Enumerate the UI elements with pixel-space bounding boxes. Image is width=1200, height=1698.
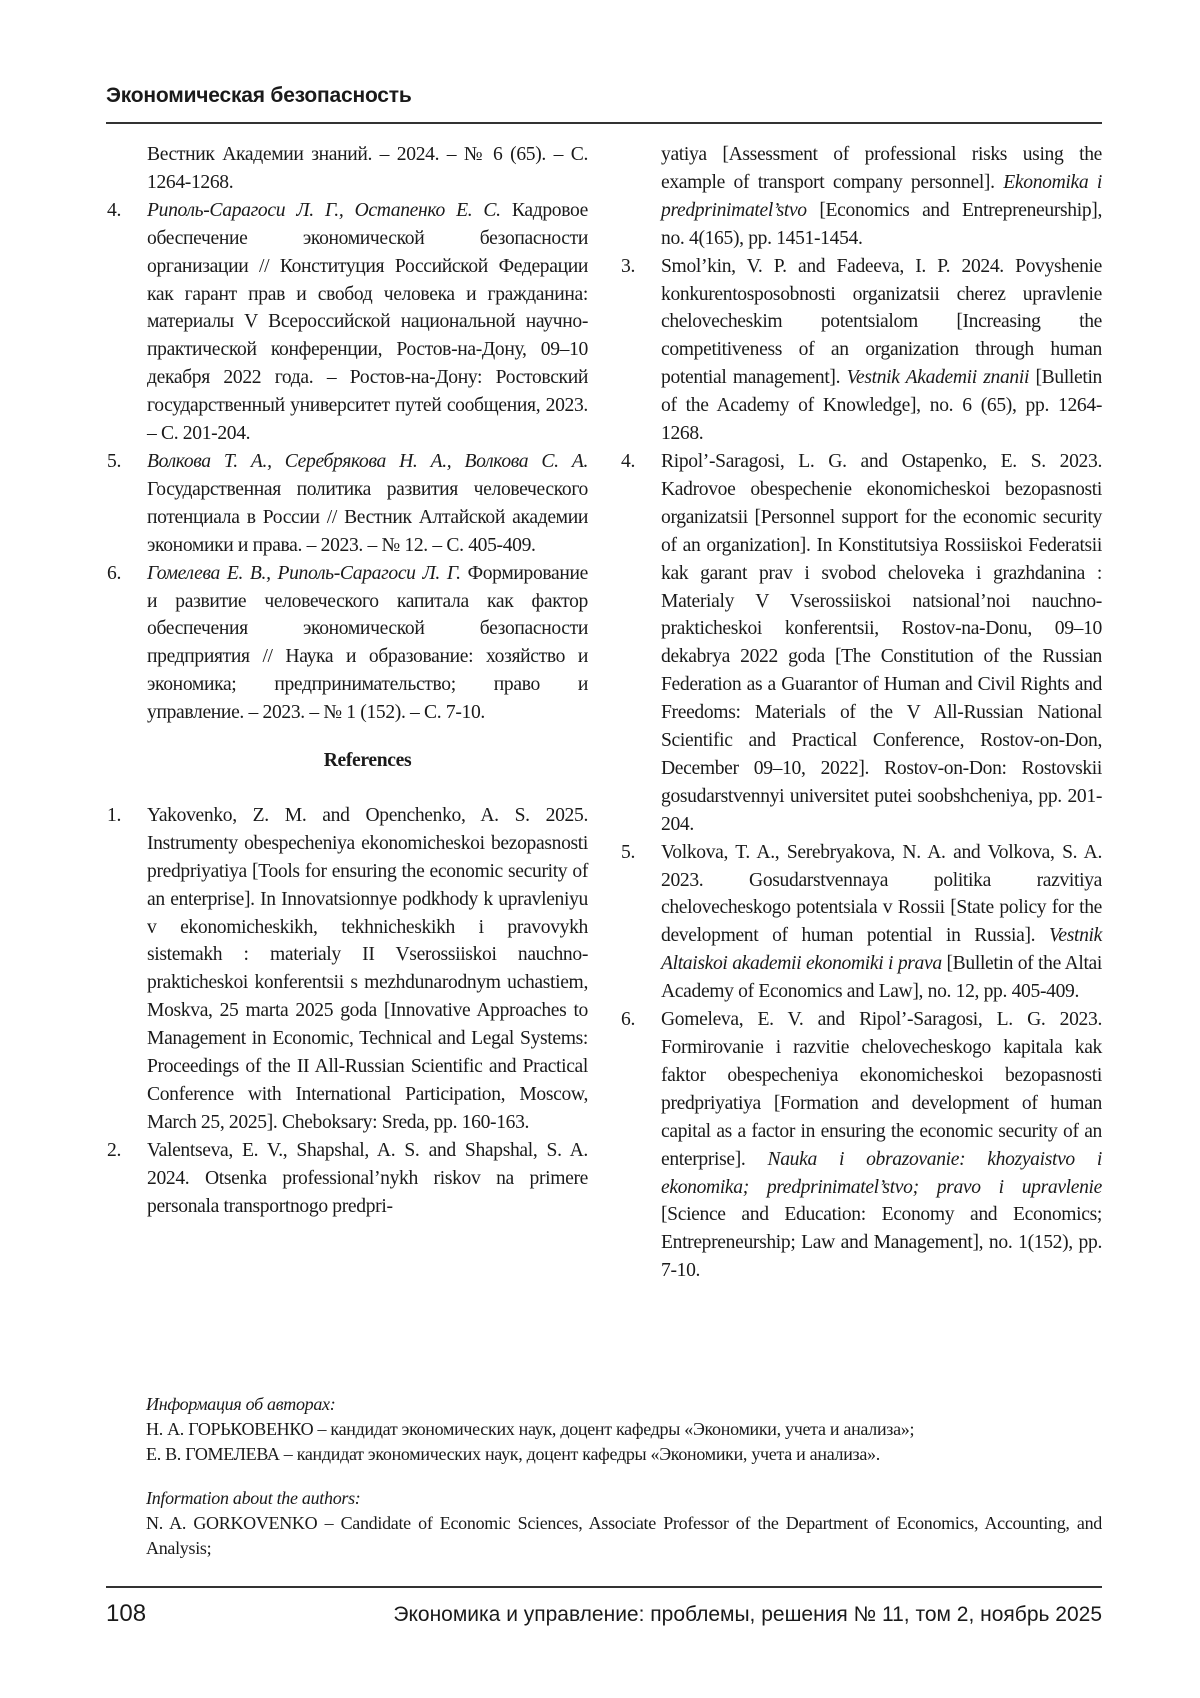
reference-italic-text: Vestnik Altaiskoi akademii ekonomiki i prava xyxy=(661,925,1102,975)
author-info-ru-line: Н. А. ГОРЬКОВЕНКО – кандидат экономических наук, доцент кафедры «Экономики, учета и анализа»; xyxy=(146,1419,915,1439)
page-footer xyxy=(106,1600,1102,1628)
reference-item xyxy=(621,448,1102,839)
reference-text: Volkova, T. A., Serebryakova, N. A. and Volkova, S. A. 2023. Gosudarstvennaya politika razvitiya chelovecheskogo potentsiala v Rossii [State policy for the development of human potential in Russia]. xyxy=(661,841,1102,947)
reference-text: [Bulletin of the Academy of Knowledge], no. 6 (65), pp. 1264-1268. xyxy=(661,367,1102,445)
reference-italic-text: Гомелева Е. В., Риполь-Сарагоси Л. Г. xyxy=(147,562,461,584)
author-info-en-line: N. A. GORKOVENKO – Candidate of Economic Sciences, Associate Professor of the Department of Economics, Accounting, and Analysis; xyxy=(146,1513,1102,1558)
reference-text: Кадровое обеспечение экономической безопасности организации // Конституция Российской Федерации как гарант прав и свобод человека и гражданина: материалы V Всероссийской национальной научно-практической конференции, Ростов-на-Дону, 09–10 декабря 2022 года. – Ростов-на-Дону: Ростовский государственный университет путей сообщения, 2023. – С. 201-204. xyxy=(147,199,589,445)
reference-text: Ripol’-Saragosi, L. G. and Ostapenko, E. S. 2023. Kadrovoe obespechenie ekonomicheskoi bezopasnosti organizatsii [Personnel support for the economic security of an organization]. In Konstitutsiya Rossiiskoi Federatsii kak garant prav i svobod cheloveka i grazhdanina : Materialy V Vserossiiskoi natsional’noi nauchno-prakticheskoi konferentsii, Rostov-na-Donu, 09–10 dekabrya 2022 goda [The Constitution of the Russian Federation as a Guarantor of Human and Civil Rights and Freedoms: Materials of the V All-Russian National Scientific and Practical Conference, Rostov-on-Don, December 09–10, 2022]. Rostov-on-Don: Rostovskii gosudarstvennyi universitet putei soobshcheniya, pp. 201-204. xyxy=(661,450,1102,835)
reference-item xyxy=(621,839,1102,1006)
reference-number: 6. xyxy=(107,562,121,584)
reference-text: yatiya [Assessment of professional risks using the example of transport company personnel]. xyxy=(661,144,1102,193)
reference-item xyxy=(107,1137,588,1221)
reference-number: 2. xyxy=(107,1139,121,1161)
reference-number: 6. xyxy=(621,1009,635,1031)
reference-item xyxy=(107,802,588,1137)
author-info xyxy=(146,1392,1106,1561)
left-column xyxy=(107,141,588,1221)
reference-text: Valentseva, E. V., Shapshal, A. S. and Shapshal, S. A. 2024. Otsenka professional’nykh riskov na primere personala transportnogo predpri- xyxy=(147,1139,588,1217)
reference-number: 4. xyxy=(107,199,121,221)
reference-list-en-continued xyxy=(621,141,1102,1285)
reference-text: Вестник Академии знаний. – 2024. – № 6 (65). – С. 1264-1268. xyxy=(147,144,588,193)
reference-text: Smol’kin, V. P. and Fadeeva, I. P. 2024. Povyshenie konkurentosposobnosti organizatsii cherez upravlenie chelovecheskim potentsialom [Increasing the competitiveness of an organization through human potential management]. xyxy=(661,255,1102,389)
reference-italic-text: Ekonomika i predprinimatel’stvo xyxy=(661,171,1102,221)
reference-italic-text: Vestnik Akademii znanii xyxy=(846,367,1030,389)
reference-text: [Bulletin of the Altai Academy of Economics and Law], no. 12, pp. 405-409. xyxy=(661,953,1102,1003)
reference-italic-text: Волкова Т. А., Серебрякова Н. А., Волкова С. А. xyxy=(147,450,588,472)
footer-divider xyxy=(106,1586,1102,1588)
reference-italic-text: Nauka i obrazovanie: khozyaistvo i ekonomika; predprinimatel’stvo; pravo i upravlenie xyxy=(661,1148,1102,1198)
reference-number: 5. xyxy=(621,841,635,863)
reference-item xyxy=(621,1006,1102,1285)
reference-number: 4. xyxy=(621,450,635,472)
header-divider xyxy=(106,122,1102,124)
author-info-ru-line: Е. В. ГОМЕЛЕВА – кандидат экономических наук, доцент кафедры «Экономики, учета и анализа». xyxy=(146,1444,880,1464)
reference-list-en xyxy=(107,802,588,1221)
reference-item xyxy=(107,141,588,197)
reference-item xyxy=(107,197,588,448)
reference-number: 5. xyxy=(107,450,121,472)
reference-text: Формирование и развитие человеческого капитала как фактор обеспечения экономической безопасности предприятия // Наука и образование: хозяйство и экономика; предпринимательство; право и управление. – 2023. – № 1 (152). – С. 7-10. xyxy=(147,562,589,724)
reference-text: Государственная политика развития человеческого потенциала в России // Вестник Алтайской академии экономики и права. – 2023. – № 12. – С. 405-409. xyxy=(147,478,588,556)
author-info-en-title: Information about the authors: xyxy=(146,1488,361,1508)
section-title: Экономическая безопасность xyxy=(106,84,412,107)
references-heading: References xyxy=(323,750,412,772)
reference-text: Yakovenko, Z. M. and Openchenko, A. S. 2025. Instrumenty obespecheniya ekonomicheskoi bezopasnosti predpriyatiya [Tools for ensuring the economic security of an enterprise]. In Innovatsionnye podkhody k upravleniyu v ekonomicheskikh, tekhnicheskikh i pravovykh sistemakh : materialy II Vserossiiskoi nauchno-prakticheskoi konferentsii s mezhdunarodnym uchastiem, Moskva, 25 marta 2025 goda [Innovative Approaches to Management in Economic, Technical and Legal Systems: Proceedings of the II All-Russian Scientific and Practical Conference with International Participation, Moscow, March 25, 2025]. Cheboksary: Sreda, pp. 160-163. xyxy=(147,804,588,1133)
author-info-ru-title: Информация об авторах: xyxy=(146,1394,336,1414)
reference-item xyxy=(107,560,588,727)
reference-list-ru xyxy=(107,141,588,727)
right-column xyxy=(621,141,1102,1285)
page-number: 108 xyxy=(106,1600,147,1627)
reference-number: 3. xyxy=(621,255,635,277)
reference-item xyxy=(107,448,588,560)
reference-item xyxy=(621,253,1102,448)
reference-text: Gomeleva, E. V. and Ripol’-Saragosi, L. G. 2023. Formirovanie i razvitie chelovecheskogo kapitala kak faktor obespecheniya ekonomicheskoi bezopasnosti predpriyatiya [Formation and development of human capital as a factor in ensuring the economic security of an enterprise]. xyxy=(661,1009,1102,1170)
reference-text: [Economics and Entrepreneurship], no. 4(165), pp. 1451-1454. xyxy=(661,199,1102,249)
reference-number: 1. xyxy=(107,804,121,826)
journal-title: Экономика и управление: проблемы, решения № 11, том 2, ноябрь 2025 xyxy=(393,1603,1102,1626)
reference-italic-text: Риполь-Сарагоси Л. Г., Остапенко Е. С. xyxy=(147,199,501,221)
reference-text: [Science and Education: Economy and Economics; Entrepreneurship; Law and Management], no. 1(152), pp. 7-10. xyxy=(661,1204,1102,1282)
reference-item xyxy=(621,141,1102,253)
